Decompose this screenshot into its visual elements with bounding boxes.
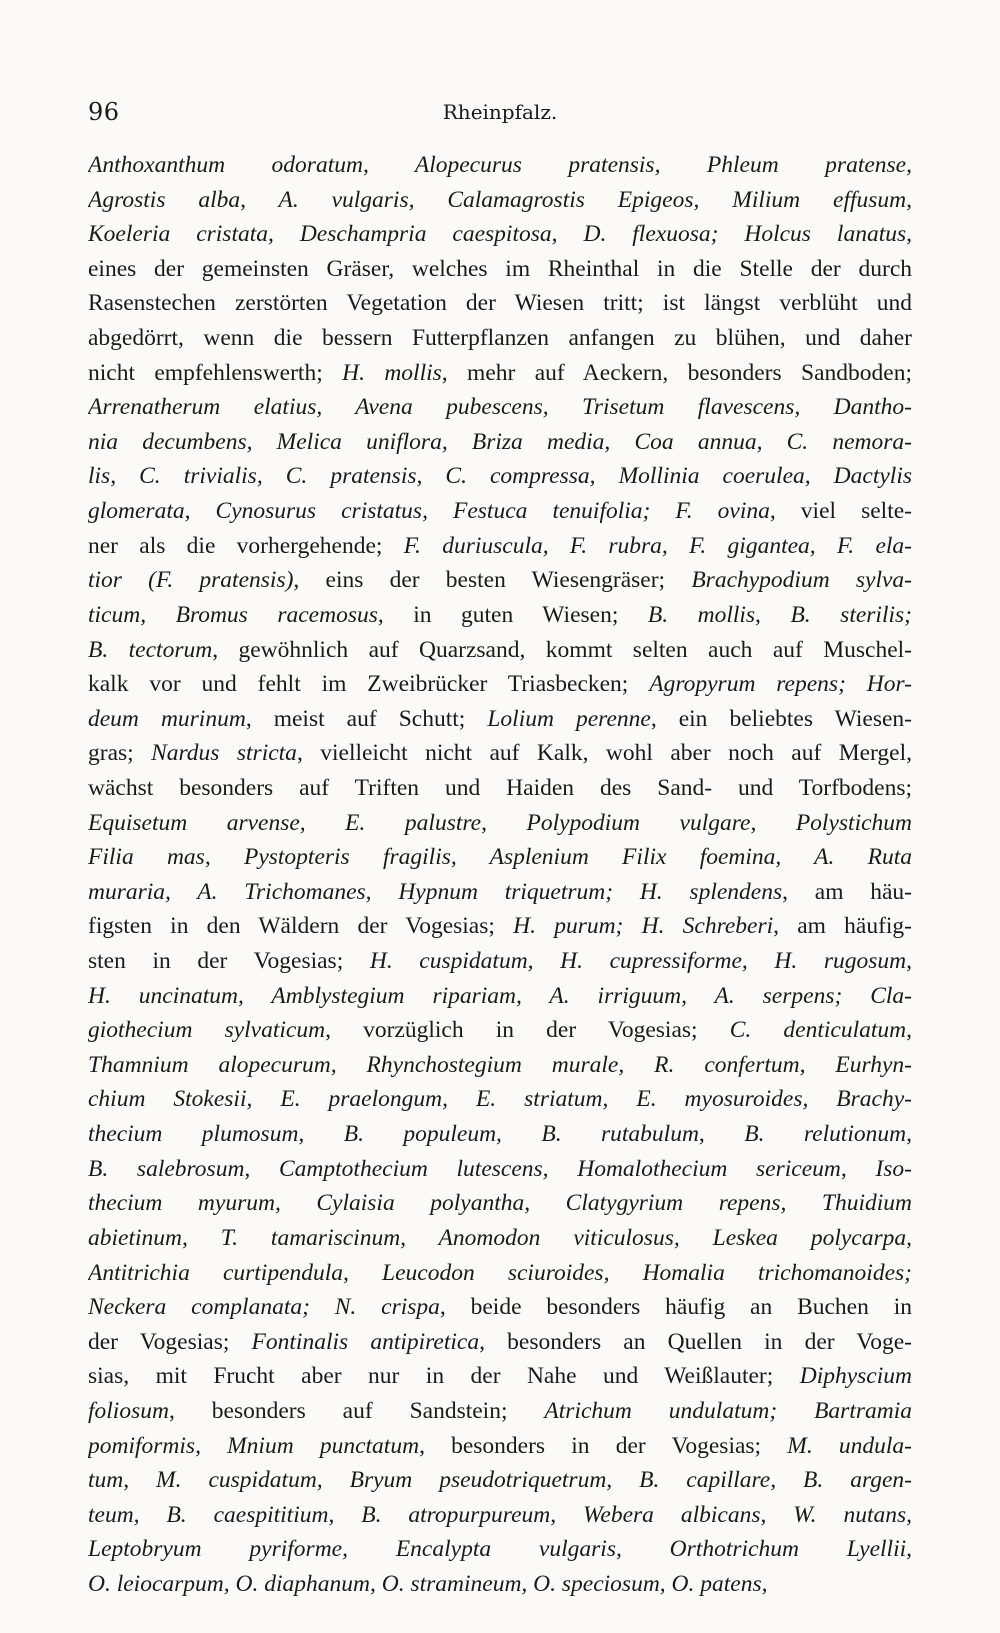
- text-line: giothecium sylvaticum, vorzüglich in der Vogesias; C. denticulatum,: [88, 1017, 912, 1044]
- text-line: ner als die vorhergehende; F. duriuscula, F. rubra, F. gigantea, F. ela-: [88, 532, 912, 559]
- text-line: Equisetum arvense, E. palustre, Polypodium vulgare, Polystichum: [88, 809, 912, 836]
- text-line: Arrenatherum elatius, Avena pubescens, Trisetum flavescens, Dantho-: [88, 394, 912, 421]
- text-line: nicht empfehlenswerth; H. mollis, mehr auf Aeckern, besonders Sandboden;: [88, 359, 912, 386]
- text-line: figsten in den Wäldern der Vogesias; H. purum; H. Schreberi, am häufig-: [88, 913, 912, 940]
- text-line: Leptobryum pyriforme, Encalypta vulgaris, Orthotrichum Lyellii,: [88, 1536, 912, 1563]
- text-line: sten in der Vogesias; H. cuspidatum, H. cupressiforme, H. rugosum,: [88, 948, 912, 975]
- text-line: nia decumbens, Melica uniflora, Briza media, Coa annua, C. nemora-: [88, 428, 912, 455]
- text-line: ticum, Bromus racemosus, in guten Wiesen; B. mollis, B. sterilis;: [88, 601, 912, 628]
- text-line: abgedörrt, wenn die bessern Futterpflanzen anfangen zu blühen, und daher: [88, 325, 912, 352]
- text-line: muraria, A. Trichomanes, Hypnum triquetrum; H. splendens, am häu-: [88, 878, 912, 905]
- text-line: Filia mas, Pystopteris fragilis, Asplenium Filix foemina, A. Ruta: [88, 844, 912, 871]
- text-line: chium Stokesii, E. praelongum, E. striatum, E. myosuroides, Brachy-: [88, 1086, 912, 1113]
- text-line: Rasenstechen zerstörten Vegetation der Wiesen tritt; ist längst verblüht und: [88, 290, 912, 317]
- text-line: kalk vor und fehlt im Zweibrücker Triasbecken; Agropyrum repens; Hor-: [88, 671, 912, 698]
- text-line: deum murinum, meist auf Schutt; Lolium perenne, ein beliebtes Wiesen-: [88, 705, 912, 732]
- text-line: Antitrichia curtipendula, Leucodon sciuroides, Homalia trichomanoides;: [88, 1259, 912, 1286]
- text-line: thecium myurum, Cylaisia polyantha, Clatygyrium repens, Thuidium: [88, 1190, 912, 1217]
- text-line: foliosum, besonders auf Sandstein; Atrichum undulatum; Bartramia: [88, 1397, 912, 1424]
- text-line: Agrostis alba, A. vulgaris, Calamagrostis Epigeos, Milium effusum,: [88, 186, 912, 213]
- text-line: Koeleria cristata, Deschampria caespitosa, D. flexuosa; Holcus lanatus,: [88, 221, 912, 248]
- text-line: lis, C. trivialis, C. pratensis, C. compressa, Mollinia coerulea, Dactylis: [88, 463, 912, 490]
- text-line: B. salebrosum, Camptothecium lutescens, Homalothecium sericeum, Iso-: [88, 1155, 912, 1182]
- text-line: thecium plumosum, B. populeum, B. rutabulum, B. relutionum,: [88, 1121, 912, 1148]
- text-line: gras; Nardus stricta, vielleicht nicht auf Kalk, wohl aber noch auf Mergel,: [88, 740, 912, 767]
- text-line: glomerata, Cynosurus cristatus, Festuca tenuifolia; F. ovina, viel selte-: [88, 498, 912, 525]
- running-head: Rheinpfalz.: [442, 100, 558, 124]
- text-line: O. leiocarpum, O. diaphanum, O. stramineum, O. speciosum, O. patens,: [88, 1570, 768, 1597]
- text-line: Neckera complanata; N. crispa, beide besonders häufig an Buchen in: [88, 1294, 912, 1321]
- page-header: [88, 98, 912, 128]
- text-line: der Vogesias; Fontinalis antipiretica, besonders an Quellen in der Voge-: [88, 1328, 912, 1355]
- text-line: sias, mit Frucht aber nur in der Nahe und Weißlauter; Diphyscium: [88, 1363, 912, 1390]
- text-line: Anthoxanthum odoratum, Alopecurus pratensis, Phleum pratense,: [88, 152, 912, 178]
- text-line: eines der gemeinsten Gräser, welches im Rheinthal in die Stelle der durch: [88, 255, 912, 282]
- text-line: teum, B. caespititium, B. atropurpureum, Webera albicans, W. nutans,: [88, 1501, 912, 1528]
- body-text: [88, 148, 912, 1602]
- text-line: abietinum, T. tamariscinum, Anomodon viticulosus, Leskea polycarpa,: [88, 1224, 912, 1251]
- text-line: B. tectorum, gewöhnlich auf Quarzsand, kommt selten auch auf Muschel-: [88, 636, 912, 663]
- text-line: wächst besonders auf Triften und Haiden des Sand- und Torfbodens;: [88, 774, 912, 801]
- text-line: Thamnium alopecurum, Rhynchostegium murale, R. confertum, Eurhyn-: [88, 1051, 912, 1078]
- page-number: 96: [88, 98, 120, 126]
- text-line: pomiformis, Mnium punctatum, besonders in der Vogesias; M. undula-: [88, 1432, 912, 1459]
- text-line: H. uncinatum, Amblystegium ripariam, A. irriguum, A. serpens; Cla-: [88, 982, 912, 1009]
- text-line: tior (F. pratensis), eins der besten Wiesengräser; Brachypodium sylva-: [88, 567, 912, 594]
- text-line: tum, M. cuspidatum, Bryum pseudotriquetrum, B. capillare, B. argen-: [88, 1467, 912, 1494]
